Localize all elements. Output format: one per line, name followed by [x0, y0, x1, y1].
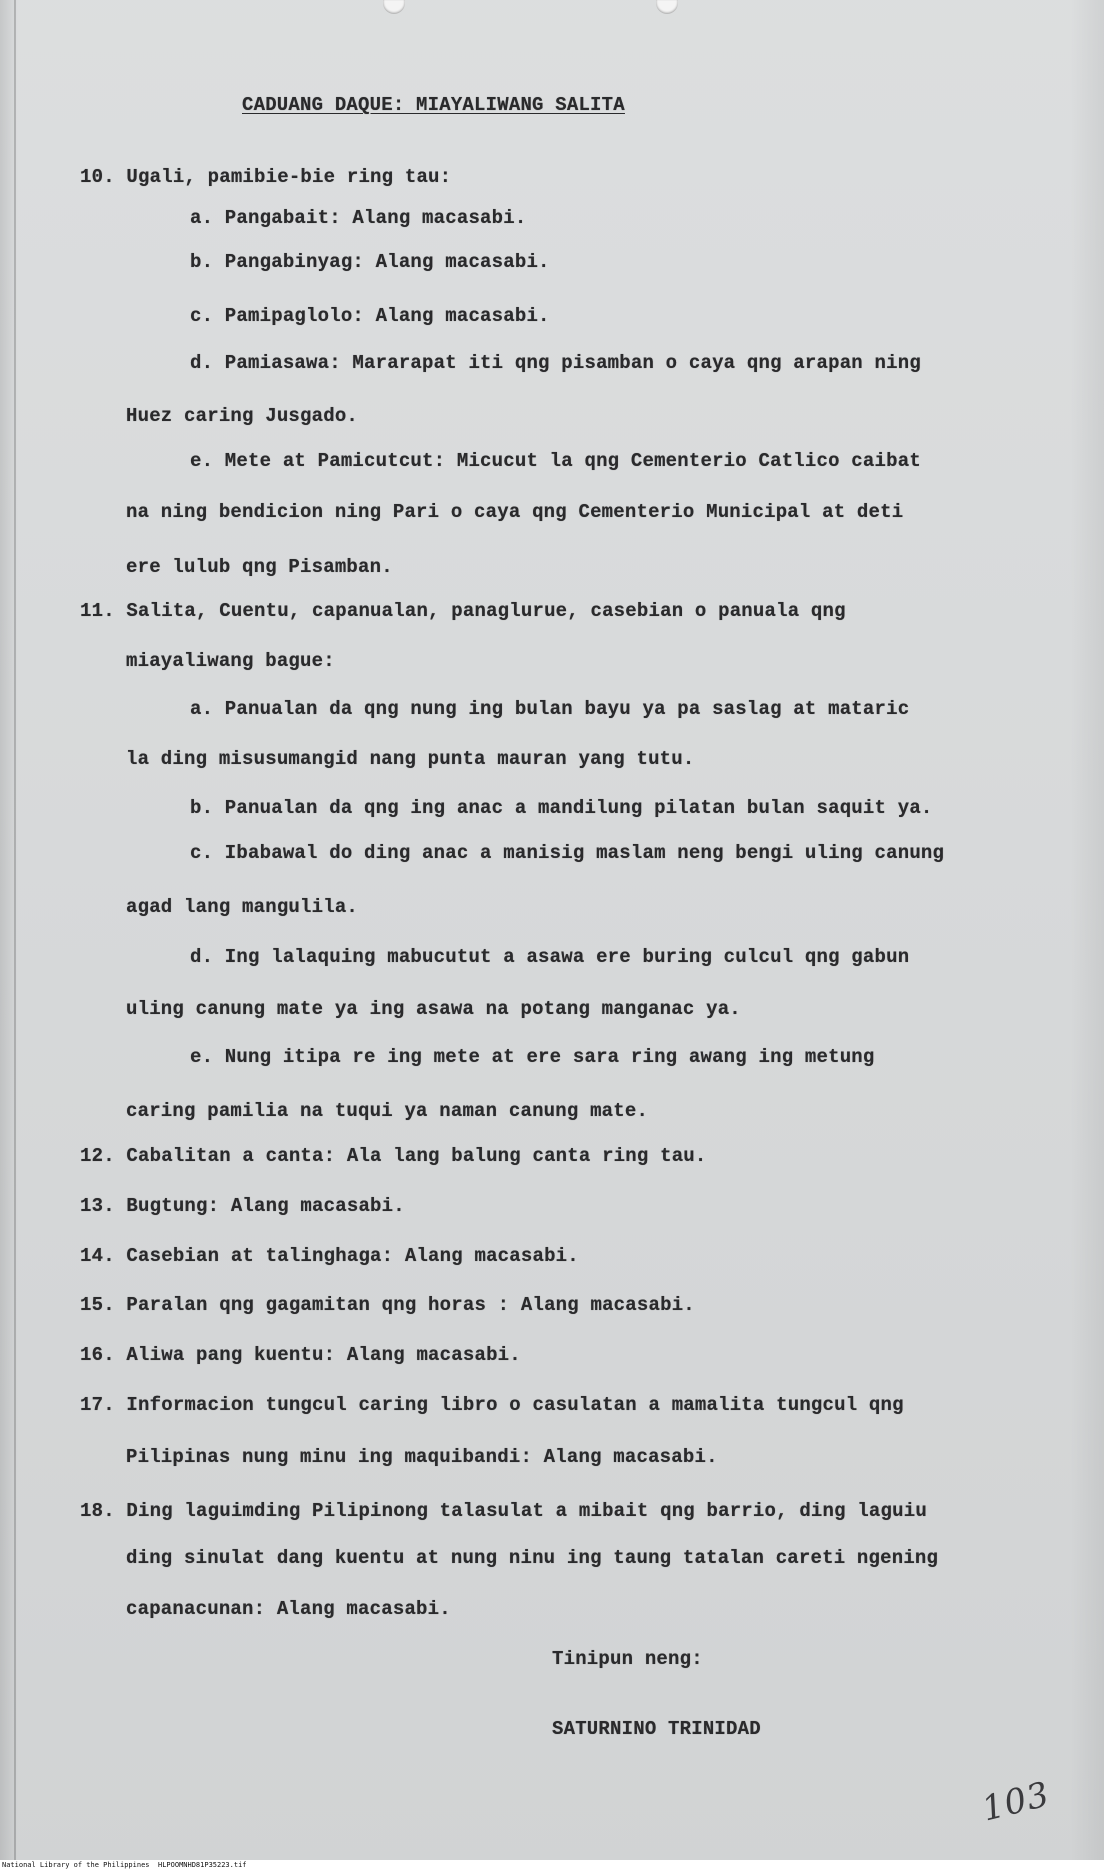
text-line: miayaliwang bague:: [126, 650, 335, 672]
text-line: c. Pamipaglolo: Alang macasabi.: [190, 305, 550, 327]
text-line: 13. Bugtung: Alang macasabi.: [80, 1195, 405, 1217]
text-line: ere lulub qng Pisamban.: [126, 556, 393, 578]
text-line: d. Pamiasawa: Mararapat iti qng pisamban o caya qng arapan ning: [190, 352, 921, 374]
text-line: uling canung mate ya ing asawa na potang manganac ya.: [126, 998, 741, 1020]
text-line: capanacunan: Alang macasabi.: [126, 1598, 451, 1620]
text-line: a. Panualan da qng nung ing bulan bayu ya pa saslag at mataric: [190, 698, 910, 720]
text-line: la ding misusumangid nang punta mauran yang tutu.: [126, 748, 695, 770]
footer-file-id: HLPOOMNHD81P35223.tif: [158, 1861, 247, 1869]
text-line: 17. Informacion tungcul caring libro o casulatan a mamalita tungcul qng: [80, 1394, 904, 1416]
page-edge-shadow: [14, 0, 16, 1860]
text-line: Huez caring Jusgado.: [126, 405, 359, 427]
footer-library: National Library of the Philippines: [2, 1861, 150, 1869]
text-line: na ning bendicion ning Pari o caya qng Cementerio Municipal at deti: [126, 501, 904, 523]
text-line: Pilipinas nung minu ing maquibandi: Alang macasabi.: [126, 1446, 718, 1468]
text-line: a. Pangabait: Alang macasabi.: [190, 207, 527, 229]
text-line: e. Nung itipa re ing mete at ere sara ring awang ing metung: [190, 1046, 875, 1068]
text-line: 11. Salita, Cuentu, capanualan, panaglurue, casebian o panuala qng: [80, 600, 846, 622]
signature-name: SATURNINO TRINIDAD: [552, 1718, 761, 1740]
binder-hole: [383, 0, 405, 14]
text-line: 18. Ding laguimding Pilipinong talasulat a mibait qng barrio, ding laguiu: [80, 1500, 927, 1522]
text-line: 16. Aliwa pang kuentu: Alang macasabi.: [80, 1344, 521, 1366]
handwritten-page-number: 103: [978, 1774, 1054, 1830]
text-line: 12. Cabalitan a canta: Ala lang balung canta ring tau.: [80, 1145, 707, 1167]
text-line: ding sinulat dang kuentu at nung ninu ing taung tatalan careti ngening: [126, 1547, 939, 1569]
text-line: 14. Casebian at talinghaga: Alang macasabi.: [80, 1245, 579, 1267]
binder-hole: [656, 0, 678, 14]
text-line: d. Ing lalaquing mabucutut a asawa ere buring culcul qng gabun: [190, 946, 910, 968]
text-line: agad lang mangulila.: [126, 896, 359, 918]
scan-footer: [0, 1860, 1104, 1871]
text-line: 10. Ugali, pamibie-bie ring tau:: [80, 166, 452, 188]
text-line: b. Panualan da qng ing anac a mandilung pilatan bulan saquit ya.: [190, 797, 933, 819]
text-line: c. Ibabawal do ding anac a manisig maslam neng bengi uling canung: [190, 842, 945, 864]
signature-label: Tinipun neng:: [552, 1648, 703, 1670]
text-line: b. Pangabinyag: Alang macasabi.: [190, 251, 550, 273]
text-line: e. Mete at Pamicutcut: Micucut la qng Cementerio Catlico caibat: [190, 450, 921, 472]
text-line: caring pamilia na tuqui ya naman canung mate.: [126, 1100, 649, 1122]
page-title: CADUANG DAQUE: MIAYALIWANG SALITA: [242, 94, 625, 116]
text-line: 15. Paralan qng gagamitan qng horas : Alang macasabi.: [80, 1294, 695, 1316]
